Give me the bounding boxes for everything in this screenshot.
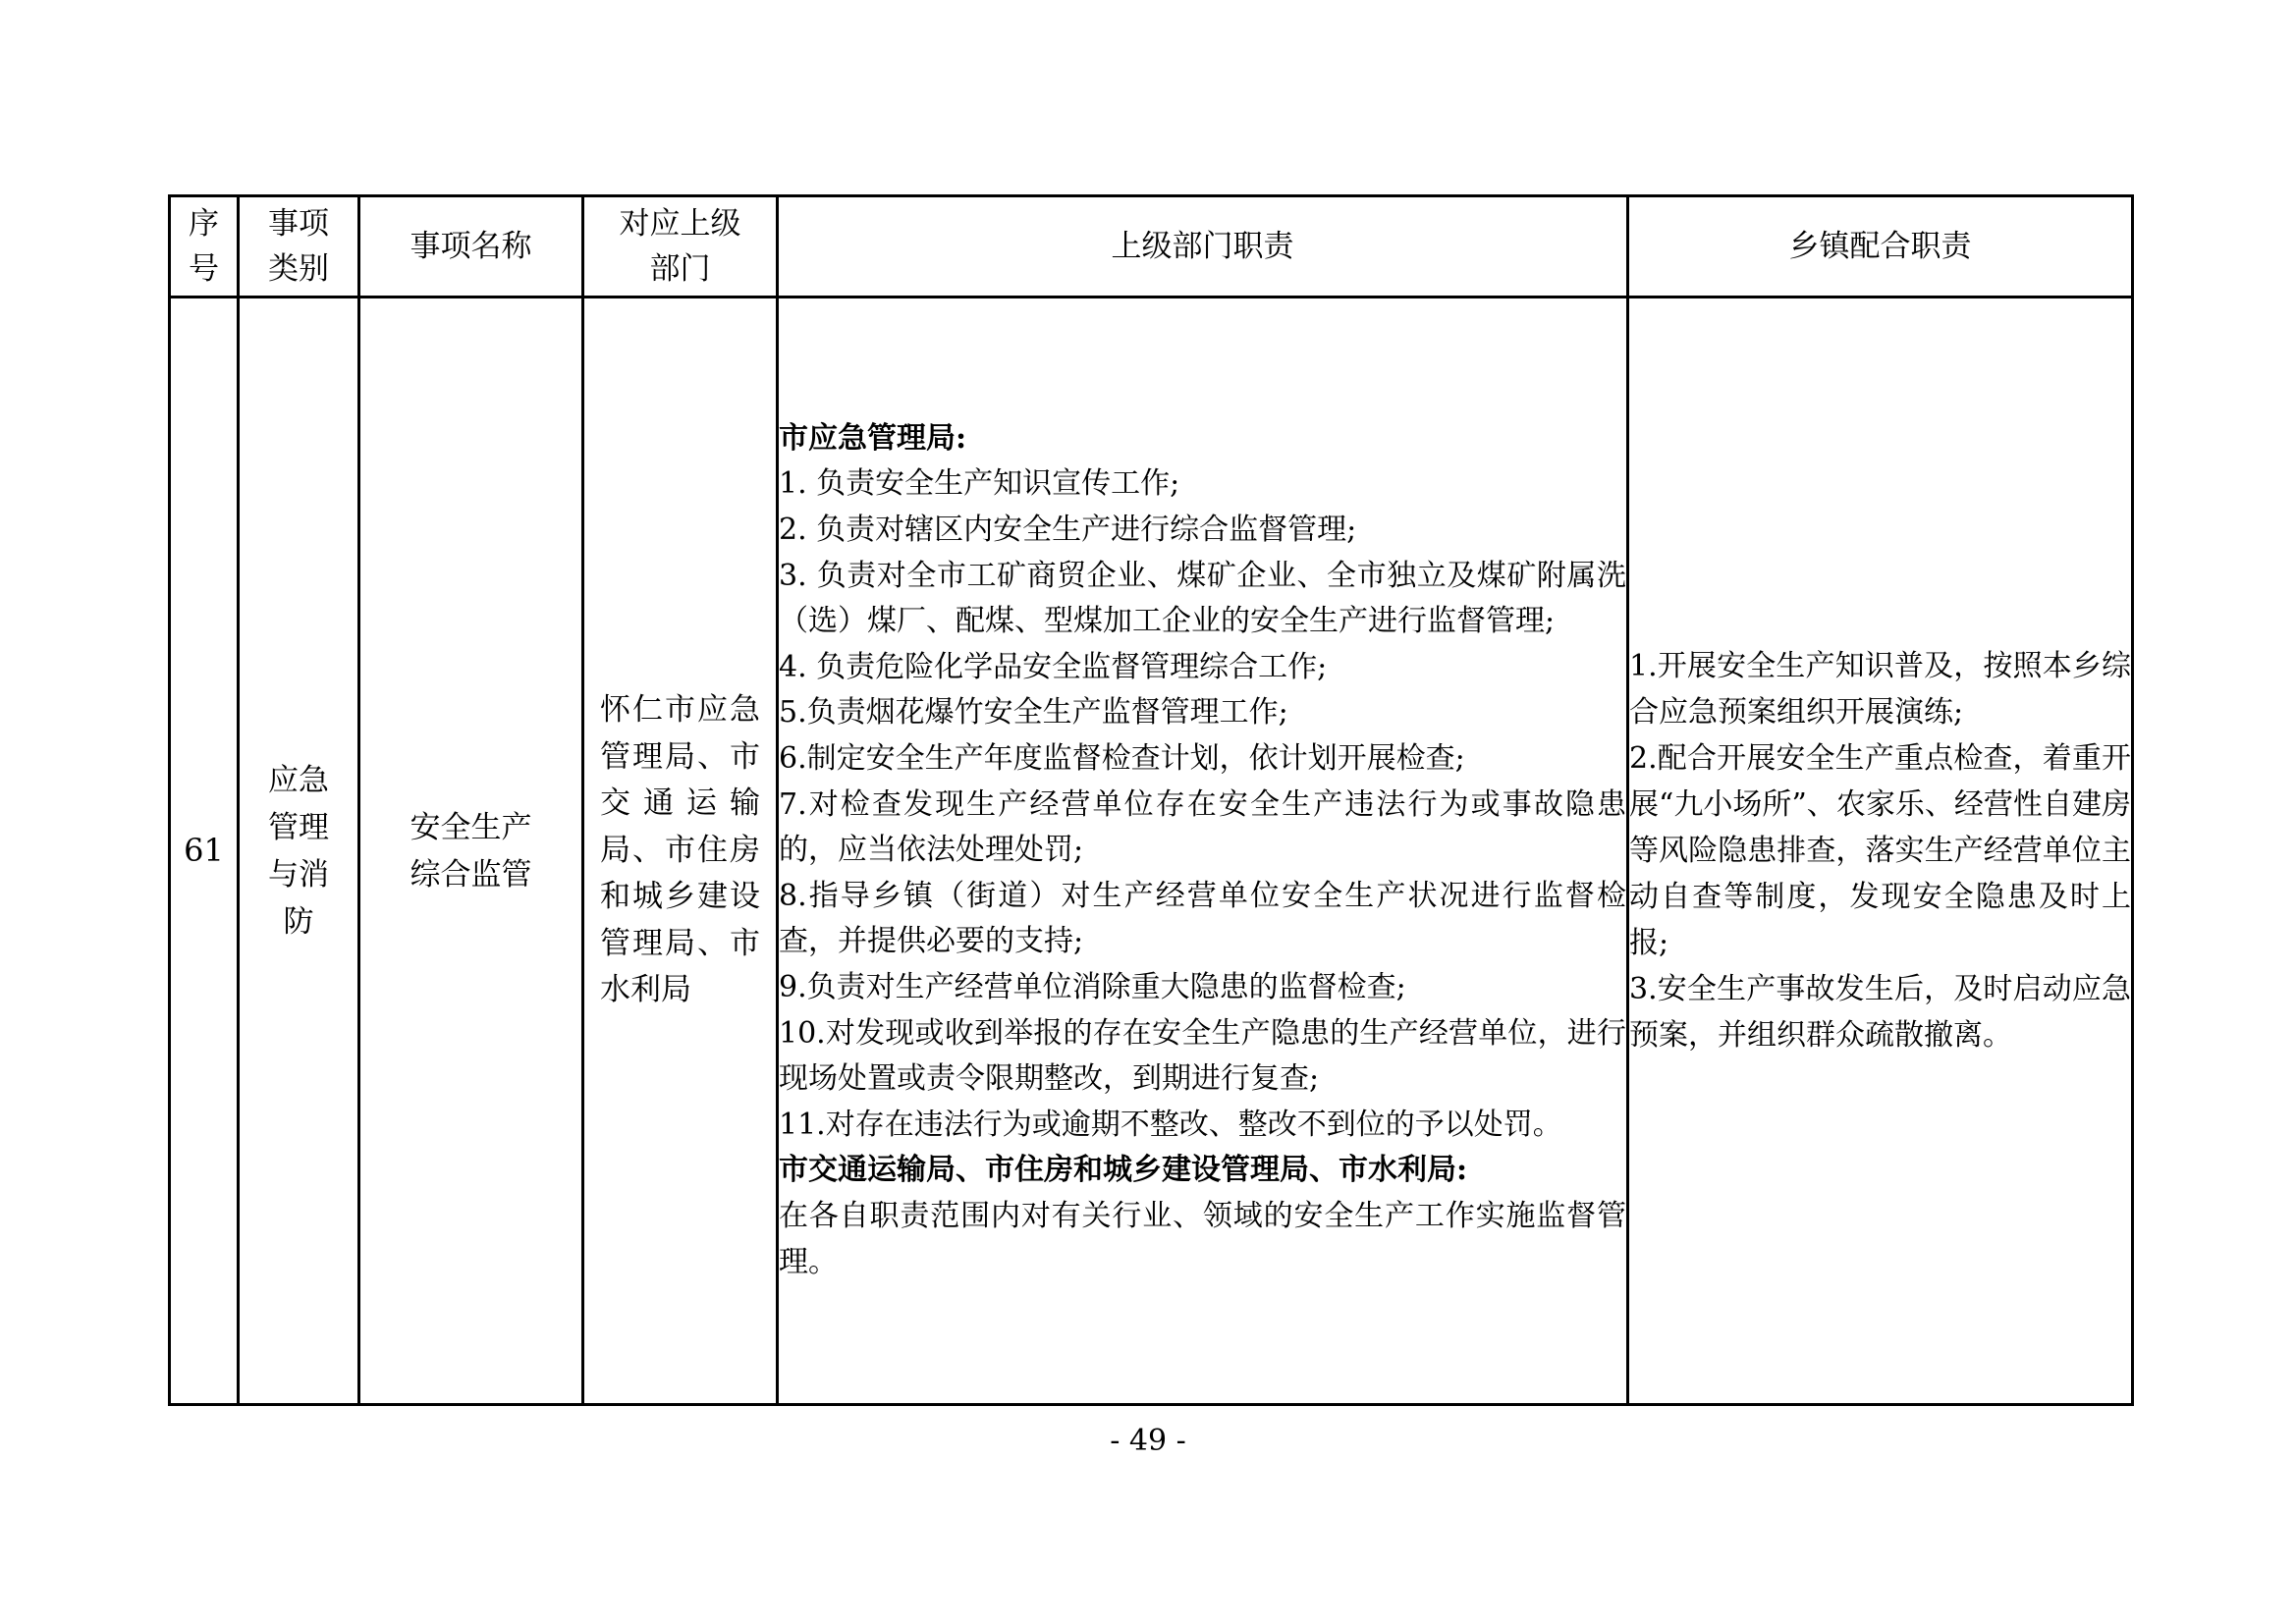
duty-item: 1. 负责安全生产知识宣传工作; [779, 466, 1180, 502]
duty-item: 9.负责对生产经营单位消除重大隐患的监督检查; [779, 969, 1406, 1004]
row-category: 应急 管理 与消 防 [268, 762, 329, 940]
header-seq: 序 号 [170, 196, 239, 298]
duty-heading-other-bureaus: 市交通运输局、市住房和城乡建设管理局、市水利局: [779, 1153, 1468, 1188]
duty-item: 10.对发现或收到举报的存在安全生产隐患的生产经营单位，进行现场处置或责令限期整改，到期进行复查; [779, 1015, 1626, 1097]
town-duty-item: 1.开展安全生产知识普及，按照本乡综合应急预案组织开展演练; [1629, 649, 2131, 730]
table-row [170, 298, 2133, 1405]
dept-line: 交 通 运 输 [600, 785, 760, 822]
dept-line: 局、市住房 [600, 832, 760, 868]
header-duty: 上级部门职责 [778, 196, 1628, 298]
dept-line: 和城乡建设 [600, 879, 760, 915]
responsibility-table [168, 194, 2134, 1406]
row-seq-cell [170, 298, 239, 1405]
town-duty-item: 3.安全生产事故发生后，及时启动应急预案，并组织群众疏散撤离。 [1629, 972, 2131, 1053]
town-duty-text [1629, 643, 2131, 1058]
row-dept-cell [583, 298, 778, 1405]
dept-line: 管理局、市 [600, 925, 760, 961]
duty-item: 2. 负责对辖区内安全生产进行综合监督管理; [779, 513, 1357, 548]
page-number: - 49 - [1110, 1424, 1186, 1458]
dept-line: 管理局、市 [600, 738, 760, 775]
duty-heading-emergency: 市应急管理局: [779, 420, 967, 456]
header-category: 事项 类别 [239, 196, 359, 298]
row-town-cell [1628, 298, 2133, 1405]
row-dept [600, 687, 760, 1014]
table-header-row [170, 196, 2133, 298]
duty-item: 5.负责烟花爆竹安全生产监督管理工作; [779, 695, 1288, 730]
duty-item: 6.制定安全生产年度监督检查计划，依计划开展检查; [779, 741, 1465, 777]
duty-item: 3. 负责对全市工矿商贸企业、煤矿企业、全市独立及煤矿附属洗（选）煤厂、配煤、型煤加工企业的安全生产进行监督管理; [779, 558, 1626, 639]
row-name: 安全生产 综合监管 [410, 809, 532, 893]
row-name-cell [359, 298, 583, 1405]
duty-item: 4. 负责危险化学品安全监督管理综合工作; [779, 649, 1328, 684]
duty-item: 11.对存在违法行为或逾期不整改、整改不到位的予以处罚。 [779, 1107, 1562, 1142]
header-name: 事项名称 [359, 196, 583, 298]
duty-item: 8.指导乡镇（街道）对生产经营单位安全生产状况进行监督检查，并提供必要的支持; [779, 878, 1626, 959]
duty-item: 7.对检查发现生产经营单位存在安全生产违法行为或事故隐患的，应当依法处理处罚; [779, 786, 1626, 868]
dept-line: 水利局 [600, 972, 691, 1008]
duty-item: 在各自职责范围内对有关行业、领域的安全生产工作实施监督管理。 [779, 1198, 1626, 1279]
town-duty-item: 2.配合开展安全生产重点检查，着重开展“九小场所”、农家乐、经营性自建房等风险隐患排查，落实生产经营单位主动自查等制度，发现安全隐患及时上报; [1629, 741, 2131, 960]
header-dept: 对应上级 部门 [583, 196, 778, 298]
duty-text [779, 416, 1626, 1285]
header-town: 乡镇配合职责 [1628, 196, 2133, 298]
row-duty-cell [778, 298, 1628, 1405]
row-category-cell [239, 298, 359, 1405]
dept-line: 怀仁市应急 [600, 692, 760, 729]
row-seq: 61 [184, 832, 224, 869]
